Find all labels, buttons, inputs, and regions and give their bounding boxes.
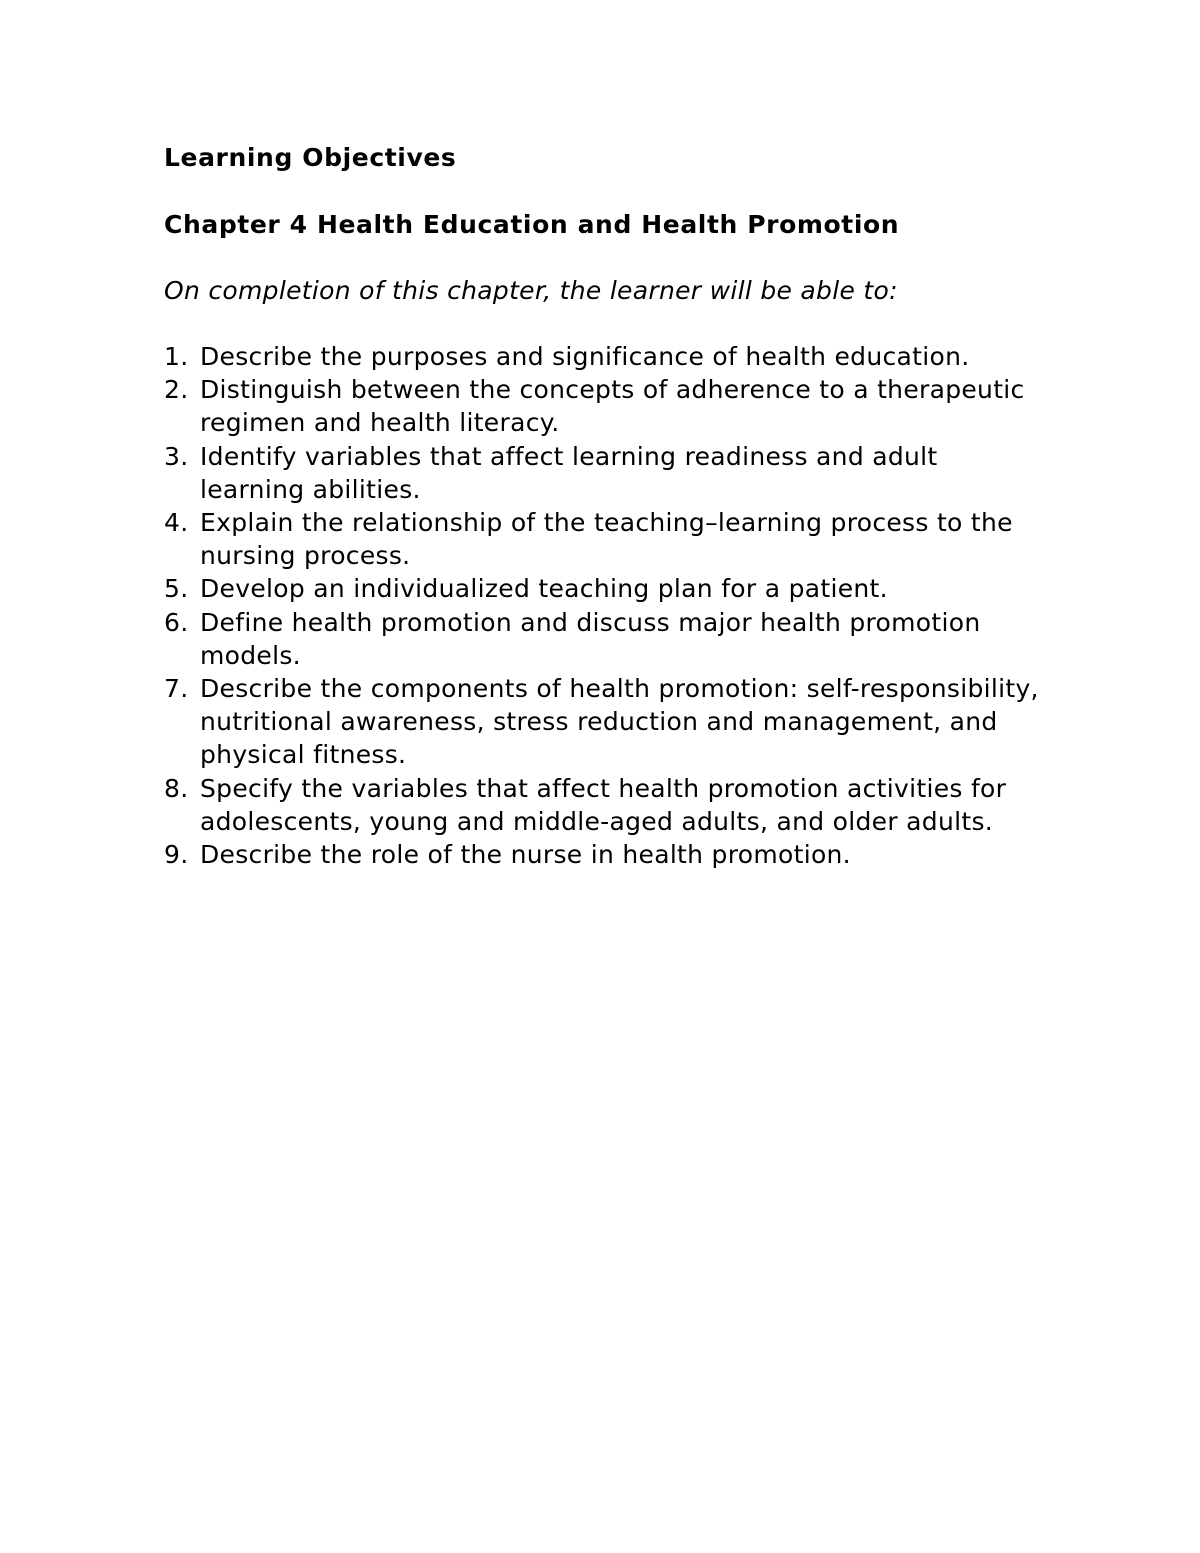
objective-text: Define health promotion and discuss major health promotion models. [200,607,981,670]
objectives-list [164,340,1044,871]
objective-text: Identify variables that affect learning readiness and adult learning abilities. [200,441,938,504]
objective-item [164,373,1044,439]
objective-text: Specify the variables that affect health promotion activities for adolescents, young and middle-aged adults, and older adults. [200,773,1007,836]
objective-text: Describe the role of the nurse in health promotion. [200,840,851,870]
objective-item [164,340,1044,373]
objective-number: 4. [164,508,189,538]
objective-item [164,506,1044,572]
objective-number: 8. [164,773,189,803]
objective-item [164,606,1044,672]
objective-number: 9. [164,840,189,870]
objective-item [164,772,1044,838]
objective-item [164,838,1044,871]
objective-text: Describe the components of health promotion: self-responsibility, nutritional awareness, stress reduction and management, and physical fitness. [200,674,1039,770]
objective-item [164,572,1044,605]
chapter-title: Chapter 4 Health Education and Health Promotion [164,210,900,239]
objective-number: 2. [164,375,189,405]
document-content [164,141,1044,871]
objective-number: 7. [164,674,189,704]
objective-text: Explain the relationship of the teaching–learning process to the nursing process. [200,508,1013,571]
objective-item [164,440,1044,506]
intro-text: On completion of this chapter, the learner will be able to: [164,276,898,305]
objective-text: Develop an individualized teaching plan for a patient. [200,574,888,604]
objective-text: Describe the purposes and significance of health education. [200,342,970,371]
objective-number: 3. [164,441,189,471]
objective-text: Distinguish between the concepts of adherence to a therapeutic regimen and health literacy. [200,375,1025,438]
objective-number: 6. [164,607,189,637]
objective-item [164,672,1044,772]
objective-number: 1. [164,342,189,371]
objective-number: 5. [164,574,189,604]
section-title: Learning Objectives [164,143,457,172]
